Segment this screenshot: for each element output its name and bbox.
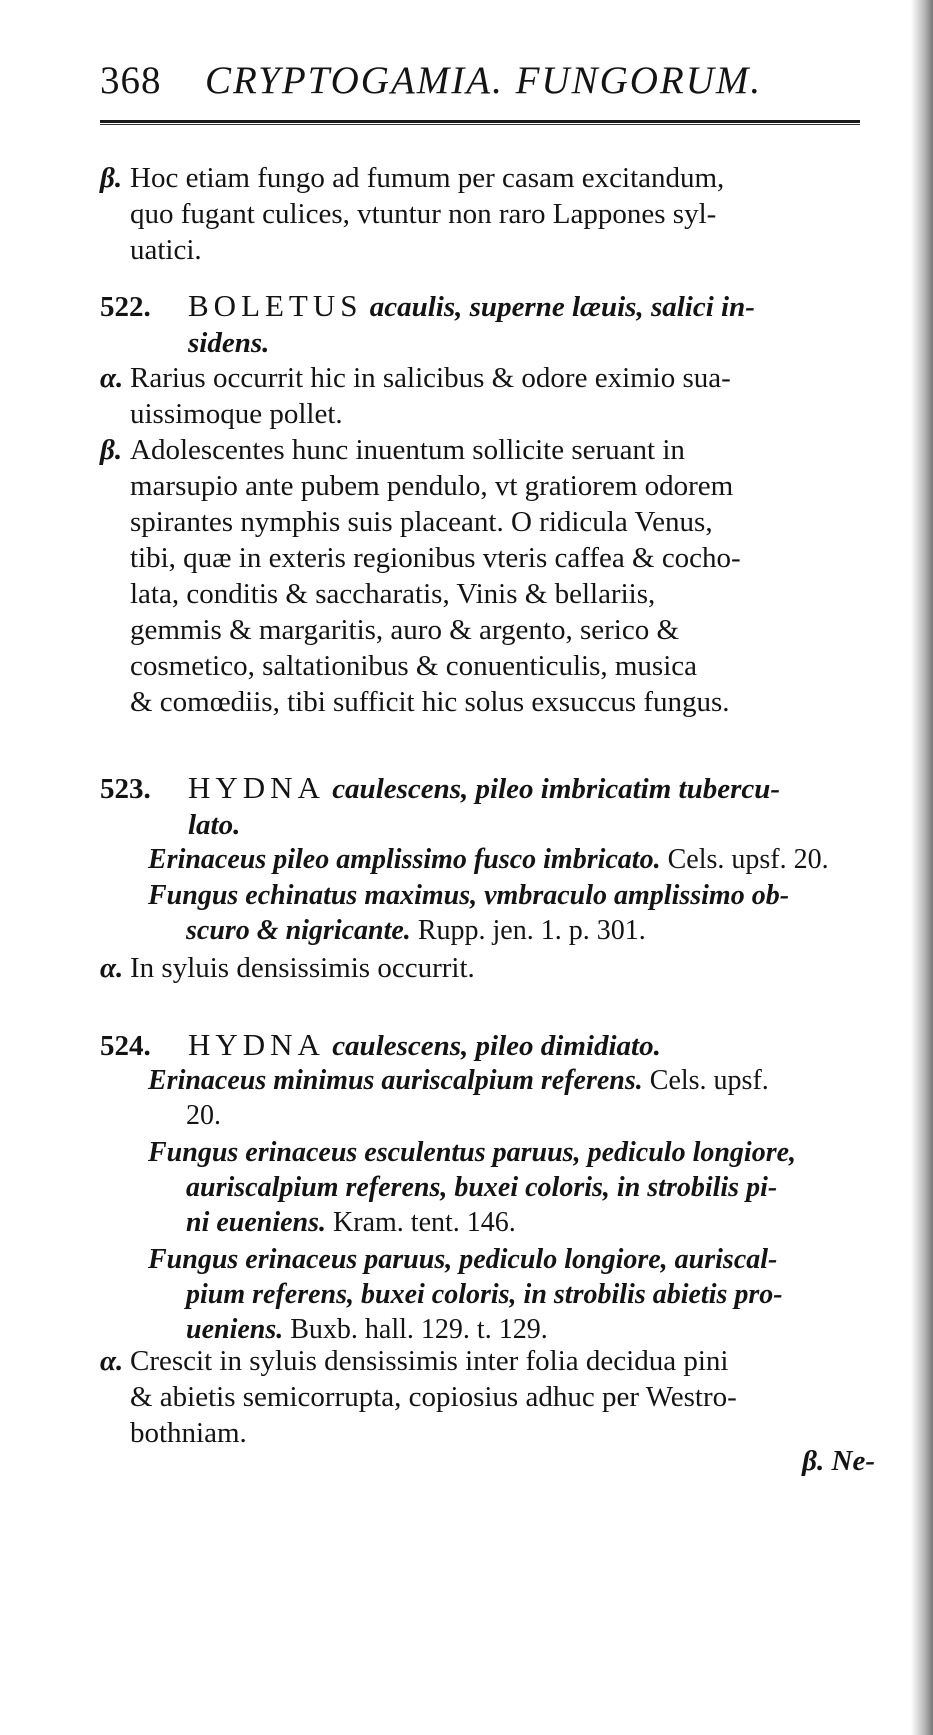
synonym-524-1: Erinaceus minimus auriscalpium referens. Cels. upsf. 20. [148,1065,769,1131]
diagnosis: caulescens, pileo dimidiato. [332,1030,661,1062]
running-title: CRYPTOGAMIA. FUNGORUM. [205,59,763,102]
synonym-524-3: Fungus erinaceus paruus, pediculo longiore, auriscal- pium referens, buxei coloris, in strobilis abietis pro- ueniens. Buxb. hall. 129. t. 129. [148,1244,783,1345]
entry-number: 523. [100,773,151,805]
genus-name: HYDNA [188,770,325,805]
header-rule [100,120,860,123]
note-mark: β. [100,162,123,194]
synonym-523-1: Erinaceus pileo amplissimo fusco imbricato. Cels. upsf. 20. [148,844,829,875]
entry-number: 522. [100,291,151,323]
paragraph-line: quo fugant culices, vtuntur non raro Lappones syl- [130,198,717,230]
paragraph-line: uatici. [130,234,202,266]
note-523-alpha: α. In syluis densissimis occurrit. [100,952,475,984]
header-rule-thin [100,124,860,125]
note-524-alpha: α. Crescit in syluis densissimis inter folia decidua pini & abietis semicorrupta, copiosius adhuc per Westro- bothniam. [100,1345,737,1449]
diagnosis: acaulis, superne læuis, salici in- [369,291,755,323]
page-edge-shadow [911,0,933,1735]
synonym-524-2: Fungus erinaceus esculentus paruus, pediculo longiore, auriscalpium referens, buxei coloris, in strobilis pi- ni eueniens. Kram. tent. 146. [148,1137,797,1238]
diagnosis-continuation: sidens. [188,327,270,359]
diagnosis: caulescens, pileo imbricatim tubercu- [332,773,781,805]
diagnosis-continuation: lato. [188,809,241,841]
note-522-beta: β. Adolescentes hunc inuentum sollicite seruant in marsupio ante pubem pendulo, vt gratiorem odorem spirantes nymphis suis placeant. O ridicula Venus, tibi, quæ in exteris regionibus vteris caffea & cocho- lata, conditis & saccharatis, Vinis & bellariis, gemmis & margaritis, auro & argento, serico & cosmetico, saltationibus & conuenticulis, musica & comœdiis, tibi sufficit hic solus exsuccus fungus. [100,434,741,718]
genus-name: BOLETUS [188,288,363,323]
page-number: 368 [100,59,162,102]
synonym-523-2: Fungus echinatus maximus, vmbraculo amplissimo ob- scuro & nigricante. Rupp. jen. 1. p. 301. [148,880,790,946]
note-mark: α. [100,952,124,984]
note-mark: α. [100,362,124,394]
note-522-alpha: α. Rarius occurrit hic in salicibus & odore eximio sua- uissimoque pollet. [100,362,731,430]
note-mark: β. [100,434,123,466]
catchword: β. Ne- [802,1445,875,1477]
entry-heading-524 [100,1027,870,1064]
entry-number: 524. [100,1030,151,1062]
running-header [100,58,860,108]
intro-paragraph [100,160,870,268]
genus-name: HYDNA [188,1027,325,1062]
entry-heading-523 [100,770,870,843]
entry-heading-522 [100,288,870,361]
note-mark: α. [100,1345,124,1377]
paragraph-line: β. Hoc etiam fungo ad fumum per casam excitandum, [100,162,725,194]
